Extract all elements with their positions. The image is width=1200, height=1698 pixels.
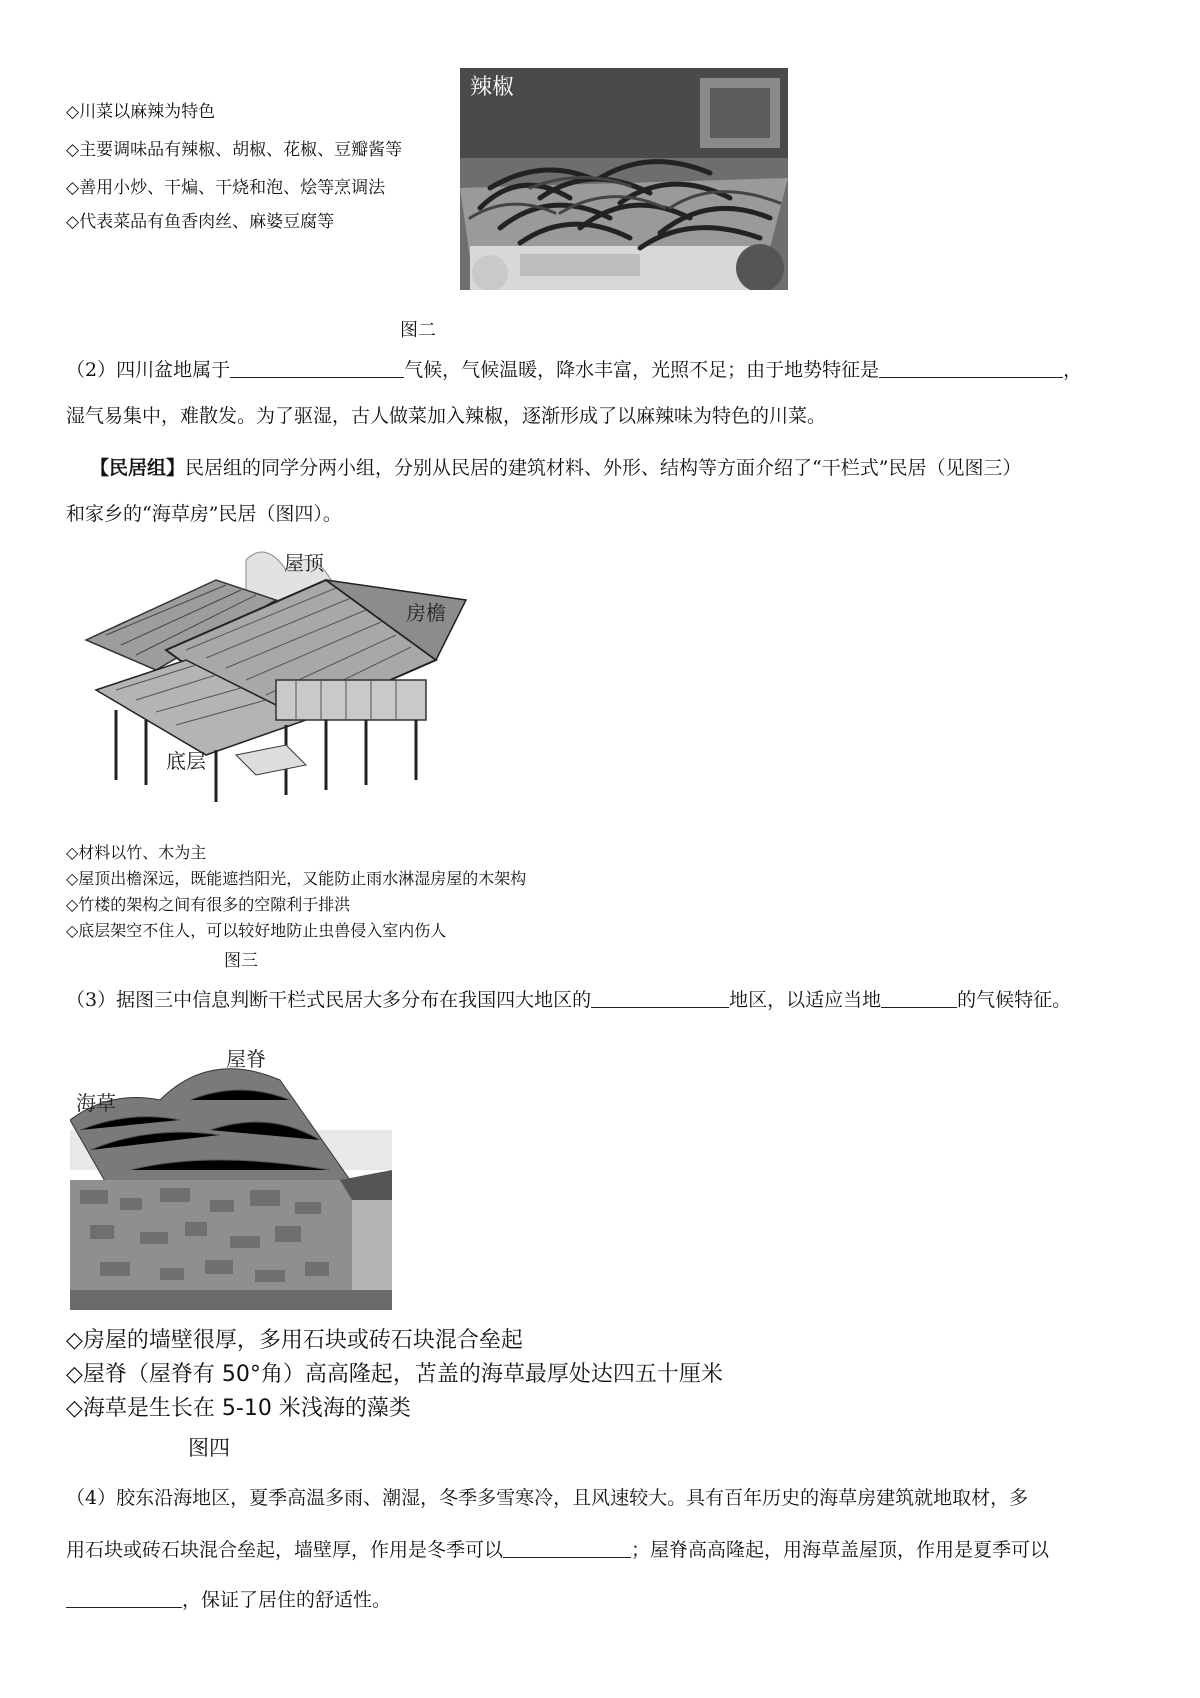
chili-label: 辣椒 <box>470 75 515 100</box>
fig3-bullet: ◇底层架空不住人，可以较好地防止虫兽侵入室内伤人 <box>66 921 447 940</box>
fig4-bullet: ◇屋脊（屋脊有 50°角）高高隆起，苫盖的海草最厚处达四五十厘米 <box>66 1362 723 1387</box>
q2-text-b: 气候，气候温暖，降水丰富，光照不足；由于地势特征是 <box>404 359 880 381</box>
fig2-bullet: ◇代表菜品有鱼香肉丝、麻婆豆腐等 <box>66 212 335 232</box>
q4-text-b: ；屋脊高高隆起，用海草盖屋顶，作用是夏季可以 <box>631 1539 1050 1561</box>
q3-blank-climate[interactable] <box>881 985 957 1008</box>
fig2-bullet-list <box>66 98 402 236</box>
fig2-bullet: ◇川菜以麻辣为特色 <box>66 102 216 122</box>
q2-line1 <box>66 348 1156 392</box>
fig3-bullet: ◇材料以竹、木为主 <box>66 843 207 862</box>
q4-blank-summer[interactable] <box>66 1585 182 1608</box>
q4-line2 <box>66 1528 1156 1572</box>
q3-line <box>66 978 1156 1022</box>
q2-blank-terrain[interactable] <box>879 355 1063 378</box>
stilt-house-illustration <box>76 540 506 810</box>
fig2-bullet: ◇主要调味品有辣椒、胡椒、花椒、豆瓣酱等 <box>66 140 403 160</box>
seaweed-house-photo <box>70 1040 392 1310</box>
fig3-bullet: ◇竹楼的架构之间有很多的空隙利于排洪 <box>66 895 351 914</box>
q2-text-a: （2）四川盆地属于 <box>66 359 231 381</box>
chili-illustration <box>460 68 788 290</box>
q3-text-c: 的气候特征。 <box>957 989 1072 1011</box>
fig3-caption: 图三 <box>224 951 258 971</box>
fig2-bullet: ◇善用小炒、干煸、干烧和泡、烩等烹调法 <box>66 178 386 198</box>
fig4-bullet: ◇海草是生长在 5-10 米浅海的藻类 <box>66 1396 411 1421</box>
q2-line2: 湿气易集中，难散发。为了驱湿，古人做菜加入辣椒，逐渐形成了以麻辣味为特色的川菜。 <box>66 405 827 427</box>
fig2-caption: 图二 <box>400 320 436 341</box>
q3-blank-region[interactable] <box>591 985 729 1008</box>
ridge-label: 屋脊 <box>226 1047 266 1071</box>
roof-label: 屋顶 <box>284 551 324 575</box>
q4-text-a: 用石块或砖石块混合垒起，墙壁厚，作用是冬季可以 <box>66 1539 504 1561</box>
fig3-bullet: ◇屋顶出檐深远，既能遮挡阳光，又能防止雨水淋湿房屋的木架构 <box>66 869 527 888</box>
seaweed-house-illustration <box>70 1040 392 1310</box>
q4-text-c: ，保证了居住的舒适性。 <box>182 1589 392 1611</box>
q3-text-a: （3）据图三中信息判断干栏式民居大多分布在我国四大地区的 <box>66 989 592 1011</box>
housing-intro-line2: 和家乡的“海草房”民居（图四）。 <box>66 503 342 525</box>
housing-tag: 【民居组】 <box>90 457 186 479</box>
q2-blank-climate[interactable] <box>230 355 404 378</box>
fig3-bullet-list <box>66 840 526 944</box>
housing-intro-line1 <box>90 446 1180 490</box>
eaves-label: 房檐 <box>406 601 446 625</box>
q4-line1: （4）胶东沿海地区，夏季高温多雨、潮湿，冬季多雪寒冷，且风速较大。具有百年历史的海草房建筑就地取材，多 <box>66 1487 1029 1509</box>
q2-text-c: ， <box>1063 359 1083 381</box>
fig4-bullet: ◇房屋的墙壁很厚，多用石块或砖石块混合垒起 <box>66 1328 523 1353</box>
stray-mark <box>66 62 72 68</box>
ground-floor-label: 底层 <box>166 749 206 773</box>
q4-line3 <box>66 1578 1156 1622</box>
chili-photo <box>460 68 788 290</box>
stilt-house-drawing <box>76 540 506 810</box>
q3-text-b: 地区，以适应当地 <box>729 989 882 1011</box>
fig4-caption: 图四 <box>188 1436 230 1460</box>
q4-blank-winter[interactable] <box>503 1535 631 1558</box>
seaweed-label: 海草 <box>76 1091 116 1115</box>
fig4-bullet-list <box>66 1324 723 1426</box>
housing-intro-text: 民居组的同学分两小组，分别从民居的建筑材料、外形、结构等方面介绍了“干栏式”民居（见图三） <box>185 457 1022 479</box>
